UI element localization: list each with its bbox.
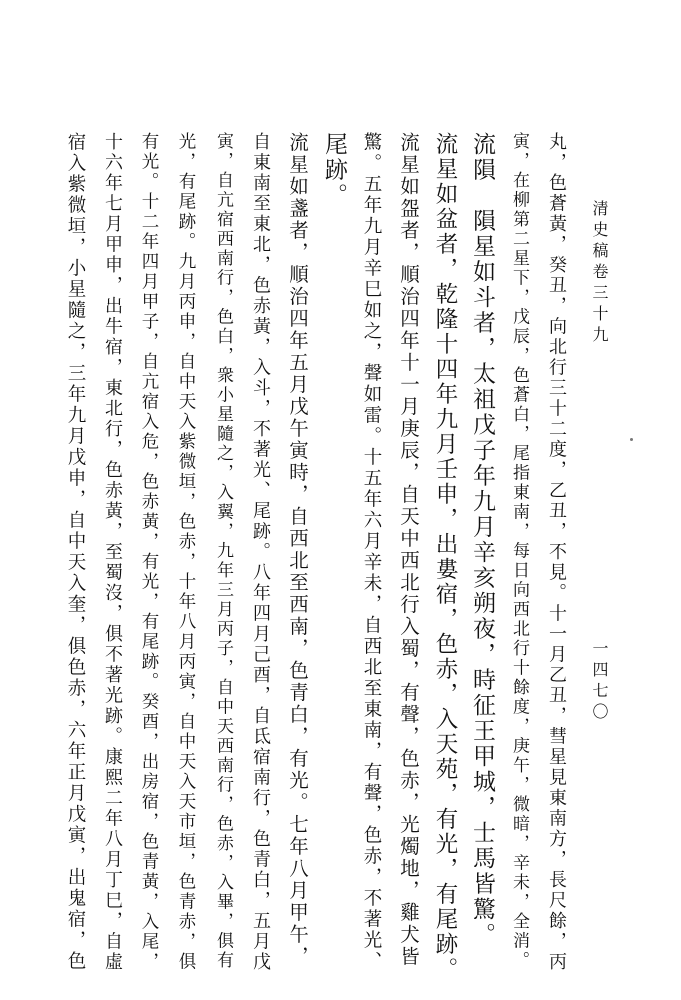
text-column-6: 驚。五年九月辛巳如之，聲如雷。十五年六月辛未，自西北至東南，有聲，色赤，不著光、 [361, 132, 382, 972]
text-column-14: 宿入紫微垣，小星隨之，三年九月戊申，自中天入奎，俱色赤，六年正月戊寅，出鬼宿，色 [65, 132, 86, 972]
text-column-12: 有光。十二年四月甲子，自亢宿入危，色赤黃，有光，有尾跡。癸酉，出房宿，色青黃，入尾， [139, 132, 159, 972]
text-column-7: 尾跡。 [321, 132, 347, 209]
text-column-10: 寅，自亢宿西南行，色白，衆小星隨之，入翼，九年三月丙子，自中天西南行，色赤，入畢，俱有 [213, 132, 233, 971]
text-column-11: 光，有尾跡。九月丙申，自中天入紫微垣，色赤，十年八月丙寅，自中天入天市垣，色青赤，俱 [176, 132, 196, 972]
text-column-13: 十六年七月甲申，出牛宿，東北行，色赤黃，至蜀沒，俱不著光跡。康熙二年八月丁巳，自虛 [102, 132, 123, 973]
text-column-9: 自東南至東北，色赤黃，入斗，不著光、尾跡。八年四月己酉，自氐宿南行，色青白，五月戊 [250, 132, 271, 973]
text-column-2: 寅，在柳第二星下，戊辰，色蒼白，尾指東南，每日向西北行十餘度，庚午，微暗，辛未，全消。 [509, 132, 529, 971]
text-column-4: 流星如盆者，乾隆十四年九月壬申，出婁宿，色赤，入天苑，有光，有尾跡。 [432, 132, 458, 982]
running-header: 清史稿卷三十九 [590, 200, 609, 347]
page-speck [630, 438, 633, 441]
text-column-3: 流隕 隕星如斗者，太祖戊子年九月辛亥朔夜，時征王甲城，士馬皆驚。 [469, 132, 495, 948]
text-column-5: 流星如盌者，順治四年十一月庚辰，自天中西北行入蜀，有聲，色赤，光燭地，雞犬皆 [397, 132, 420, 968]
text-column-1: 丸，色蒼黃，癸丑，向北行三十二度，乙丑，不見。十一月乙丑，彗星見東南方，長尺餘，丙 [546, 132, 567, 973]
text-column-8: 流星如盞者，順治四年五月戊午寅時，自西北至西南，色青白，有光。七年八月甲午， [286, 132, 309, 968]
page-number: 一四七〇 [590, 640, 609, 724]
